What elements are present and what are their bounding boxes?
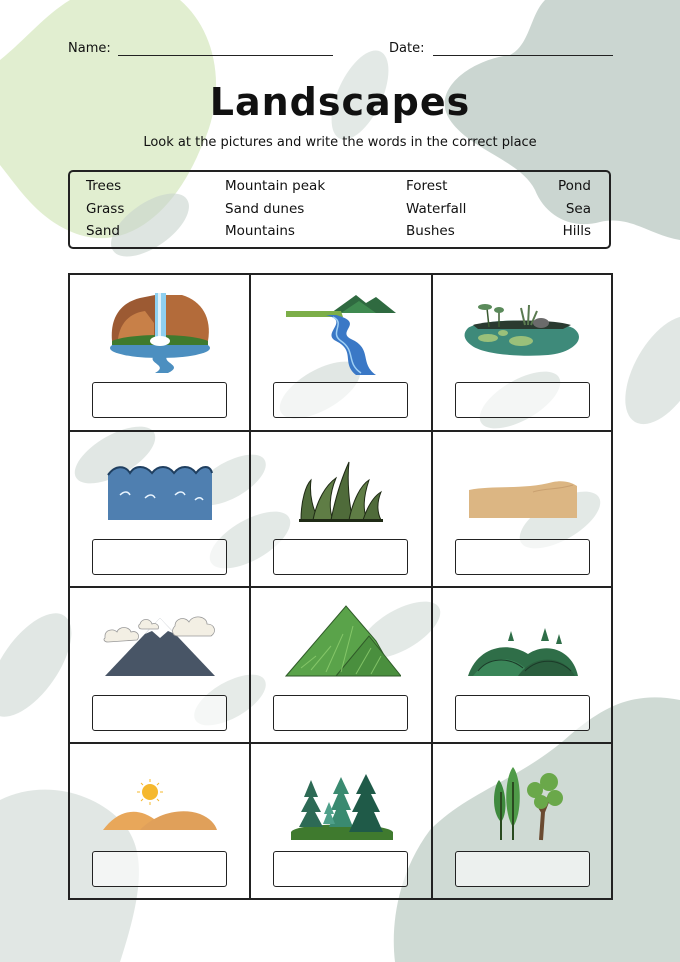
- answer-box[interactable]: [455, 539, 590, 575]
- cell-sand-dunes: [70, 744, 251, 900]
- sea-icon: [100, 440, 220, 535]
- word-bank-item: Waterfall: [406, 201, 467, 217]
- sand-icon: [463, 440, 583, 535]
- word-bank-item: Bushes: [406, 223, 455, 239]
- waterfall-icon: [100, 283, 220, 378]
- mountains-icon: [281, 596, 401, 691]
- name-field[interactable]: [118, 55, 333, 56]
- river-icon: [281, 283, 401, 378]
- answer-box[interactable]: [92, 695, 227, 731]
- word-bank-item: Sand: [86, 223, 120, 239]
- cell-pond: [433, 275, 614, 431]
- word-bank-item: Forest: [406, 178, 448, 194]
- cell-sand: [433, 432, 614, 588]
- word-bank-item: Mountains: [225, 223, 295, 239]
- cell-mountains: [251, 588, 432, 744]
- cell-forest: [251, 744, 432, 900]
- word-bank-item: Hills: [562, 223, 591, 239]
- date-field[interactable]: [433, 55, 613, 56]
- answer-box[interactable]: [92, 539, 227, 575]
- word-bank-item: Mountain peak: [225, 178, 326, 194]
- picture-grid: [68, 273, 613, 900]
- cell-waterfall: [70, 275, 251, 431]
- answer-box[interactable]: [455, 695, 590, 731]
- word-bank-item: Grass: [86, 201, 125, 217]
- answer-box[interactable]: [273, 851, 408, 887]
- forest-icon: [281, 752, 401, 847]
- answer-box[interactable]: [455, 851, 590, 887]
- word-bank-item: Trees: [86, 178, 122, 194]
- cell-trees: [433, 744, 614, 900]
- answer-box[interactable]: [273, 695, 408, 731]
- word-bank-item: Sand dunes: [225, 201, 305, 217]
- name-label: Name:: [68, 41, 111, 56]
- mountain-peak-icon: [100, 596, 220, 691]
- instructions: Look at the pictures and write the words in the correct place: [143, 135, 537, 150]
- answer-box[interactable]: [455, 382, 590, 418]
- pond-icon: [463, 283, 583, 378]
- answer-box[interactable]: [92, 851, 227, 887]
- word-bank-item: Sea: [565, 201, 591, 217]
- word-bank: [68, 170, 611, 249]
- cell-hills: [433, 588, 614, 744]
- hills-icon: [463, 596, 583, 691]
- answer-box[interactable]: [273, 539, 408, 575]
- trees-icon: [463, 752, 583, 847]
- date-label: Date:: [389, 41, 425, 56]
- cell-mountain-peak: [70, 588, 251, 744]
- answer-box[interactable]: [273, 382, 408, 418]
- cell-grass: [251, 432, 432, 588]
- answer-box[interactable]: [92, 382, 227, 418]
- page-title: Landscapes: [209, 80, 471, 124]
- cell-sea: [70, 432, 251, 588]
- cell-river: [251, 275, 432, 431]
- sand-dunes-icon: [100, 752, 220, 847]
- grass-icon: [281, 440, 401, 535]
- word-bank-item: Pond: [557, 178, 591, 194]
